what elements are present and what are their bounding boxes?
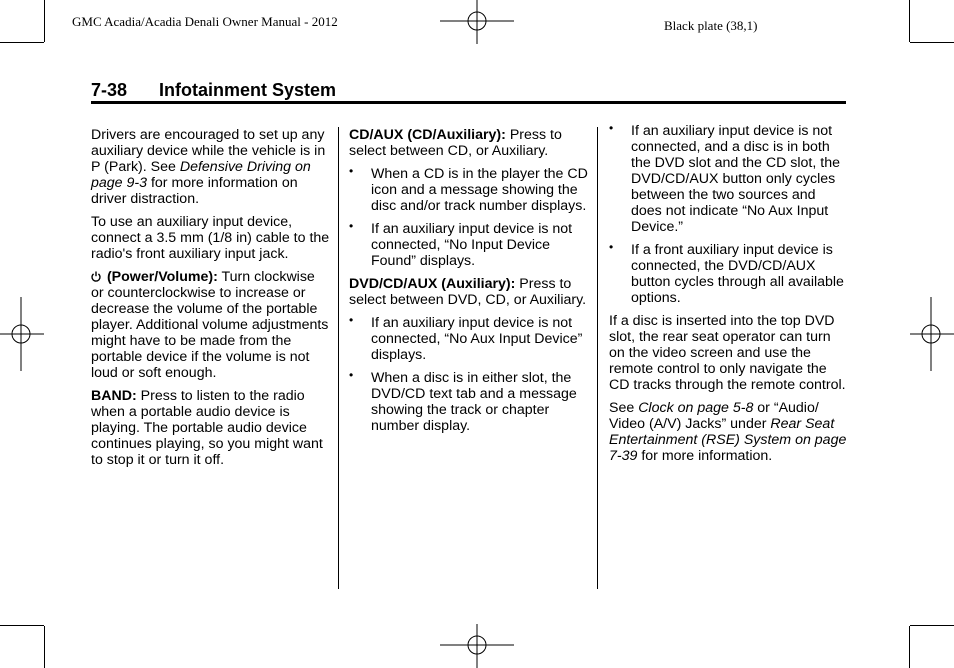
- crop-mark-bottom-left-v: [44, 626, 45, 668]
- column-divider-2: [597, 127, 598, 589]
- paragraph: If a disc is inserted into the top DVD slot, the rear seat operator can turn on the video screen and use the remote control to only navigate the CD tracks through the remote control.: [609, 313, 846, 393]
- bullet-list: [609, 123, 849, 306]
- crop-mark-top-right-v: [909, 0, 910, 42]
- paragraph: To use an auxiliary input device, connect a 3.5 mm (1/8 in) cable to the radio's front auxiliary input jack.: [91, 214, 330, 262]
- registration-mark-left: [0, 297, 44, 371]
- paragraph: DVD/CD/AUX (Auxiliary): Press to select between DVD, CD, or Auxiliary.: [349, 276, 587, 308]
- crop-mark-bottom-right-v: [909, 626, 910, 668]
- list-item: • When a disc is in either slot, the DVD/CD text tab and a message showing the track or chapter number display.: [349, 370, 589, 434]
- cross-reference-link[interactable]: Defensive Driving on page 9-3: [91, 159, 311, 191]
- crop-mark-top-left-v: [44, 0, 45, 42]
- cross-reference-link[interactable]: Clock on page 5-8: [638, 400, 754, 416]
- paragraph: CD/AUX (CD/Auxiliary): Press to select between CD, or Auxiliary.: [349, 127, 562, 159]
- registration-mark-right: [910, 297, 954, 371]
- control-term: DVD/CD/AUX (Auxiliary):: [349, 276, 516, 292]
- manual-title: GMC Acadia/Acadia Denali Owner Manual - 2012: [72, 14, 338, 29]
- page-number: 7-38: [91, 80, 128, 100]
- list-item: • If an auxiliary input device is not connected, and a disc is in both the DVD slot and the CD slot, the DVD/CD/AUX button only cycles between the two sources and does not indicate “No Aux Input Device.”: [609, 123, 849, 235]
- list-item: • If an auxiliary input device is not connected, “No Aux Input Device” displays.: [349, 315, 589, 363]
- column-3: [609, 123, 849, 471]
- crop-mark-bottom-left-h: [0, 625, 44, 626]
- section-title: Infotainment System: [159, 80, 337, 100]
- paragraph: BAND: Press to listen to the radio when a portable audio device is playing. The portable audio device continues playing, so you might want to stop it or turn it off.: [91, 388, 323, 468]
- bullet-list: [349, 166, 589, 269]
- control-term: CD/AUX (CD/Auxiliary):: [349, 127, 506, 143]
- list-item: • When a CD is in the player the CD icon and a message showing the disc and/or track number displays.: [349, 166, 589, 214]
- crop-mark-top-right-h: [910, 42, 954, 43]
- column-1: [91, 127, 331, 475]
- crop-mark-bottom-right-h: [910, 625, 954, 626]
- control-term: (Power/Volume):: [106, 269, 218, 285]
- heading-rule: [91, 101, 846, 104]
- crop-mark-top-left-h: [0, 42, 44, 43]
- list-item: • If a front auxiliary input device is connected, the DVD/CD/AUX button cycles through all available options.: [609, 242, 849, 306]
- bullet-list: [349, 315, 589, 434]
- registration-mark-top: [440, 0, 514, 46]
- section-heading: [91, 80, 336, 101]
- paragraph: Drivers are encouraged to set up any auxiliary device while the vehicle is in P (Park). See Defensive Driving on page 9-3 for more information on driver distraction.: [91, 127, 326, 207]
- power-icon: [91, 271, 101, 282]
- column-divider-1: [338, 127, 339, 589]
- paragraph: (Power/Volume): Turn clockwise or counterclockwise to increase or decrease the volume of the portable player. Additional volume adjustments might have to be made from the portable device if the volume is not loud or soft enough.: [91, 269, 329, 381]
- column-2: [349, 127, 589, 441]
- control-term: BAND:: [91, 388, 137, 404]
- list-item: • If an auxiliary input device is not connected, “No Input Device Found” displays.: [349, 221, 589, 269]
- registration-mark-bottom: [440, 624, 514, 668]
- plate-label: Black plate (38,1): [664, 18, 758, 33]
- cross-reference-link[interactable]: Rear Seat Entertainment (RSE) System on page 7-39: [609, 416, 847, 464]
- paragraph: See Clock on page 5-8 or “Audio/ Video (A/V) Jacks” under Rear Seat Entertainment (RSE) System on page 7-39 for more information.: [609, 400, 847, 464]
